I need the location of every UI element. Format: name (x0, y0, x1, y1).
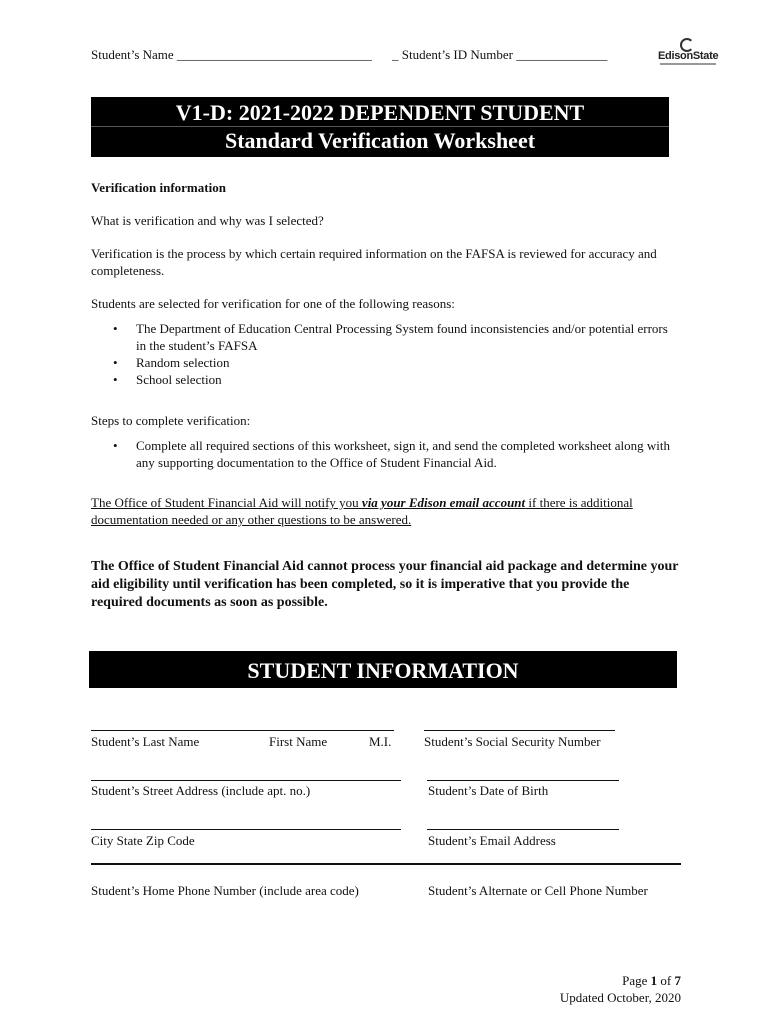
edison-state-logo (658, 38, 720, 68)
student-name-field[interactable]: Student’s Name ______________________________ (91, 47, 372, 62)
notify-emphasis: via your Edison email account (361, 495, 526, 510)
student-id-field[interactable]: _ Student’s ID Number ______________ (392, 47, 608, 62)
logo-underline (660, 63, 716, 65)
street-address-line[interactable] (91, 780, 401, 781)
city-state-zip-label: City State Zip Code (91, 833, 195, 848)
title-line-2: Standard Verification Worksheet (224, 128, 536, 153)
page-number (480, 973, 681, 989)
student-info-heading: STUDENT INFORMATION (89, 651, 677, 688)
verification-definition: Verification is the process by which certain required information on the FAFSA is reviewed for accuracy and completeness. (91, 246, 657, 278)
verification-heading: Verification information (91, 180, 226, 195)
street-address-label: Student’s Street Address (include apt. no.) (91, 783, 311, 798)
email-label: Student’s Email Address (428, 833, 556, 848)
steps-list (91, 437, 681, 471)
page-total: 7 (674, 973, 681, 988)
list-item: • Complete all required sections of this worksheet, sign it, and send the completed worksheet along with any supporting documentation to the Office of Student Financial Aid. (91, 437, 681, 471)
first-name-label: First Name (269, 734, 328, 749)
logo-text: EdisonState (658, 50, 719, 62)
dob-line[interactable] (427, 780, 619, 781)
email-line[interactable] (427, 829, 619, 830)
title-line-1: V1-D: 2021-2022 DEPENDENT STUDENT (175, 100, 585, 125)
list-item: • Random selection (91, 354, 681, 371)
processing-warning: The Office of Student Financial Aid cannot process your financial aid package and determine your aid eligibility until verification has been completed, so it is imperative that you provide the required documents as soon as possible. (91, 559, 679, 610)
middle-initial-label: M.I. (369, 734, 392, 749)
last-name-line[interactable] (91, 730, 394, 731)
page-prefix: Page (622, 973, 651, 988)
last-name-label: Student’s Last Name (91, 734, 200, 749)
notify-text: The Office of Student Financial Aid will notify you (91, 495, 362, 510)
reasons-intro: Students are selected for verification for one of the following reasons: (91, 296, 455, 311)
updated-date: Updated October, 2020 (559, 990, 681, 1005)
ssn-line[interactable] (424, 730, 615, 731)
list-item: • School selection (91, 371, 681, 388)
notify-statement (91, 494, 681, 528)
page-current: 1 (650, 973, 658, 988)
steps-intro: Steps to complete verification: (91, 413, 251, 428)
alt-phone-label: Student’s Alternate or Cell Phone Number (428, 883, 648, 898)
verification-question: What is verification and why was I selected? (91, 213, 324, 228)
notify-text-end: if there is additional documentation needed or any other questions to be answered. (91, 495, 633, 527)
worksheet-title (91, 97, 669, 157)
city-state-zip-line[interactable] (91, 829, 401, 830)
page-of: of (657, 973, 675, 988)
home-phone-label: Student’s Home Phone Number (include area code) (91, 883, 359, 898)
phone-line[interactable] (91, 863, 681, 865)
dob-label: Student’s Date of Birth (428, 783, 549, 798)
reasons-list (91, 320, 681, 388)
ssn-label: Student’s Social Security Number (424, 734, 601, 749)
list-item: • The Department of Education Central Processing System found inconsistencies and/or potential errors in the student’s FAFSA (91, 320, 681, 354)
